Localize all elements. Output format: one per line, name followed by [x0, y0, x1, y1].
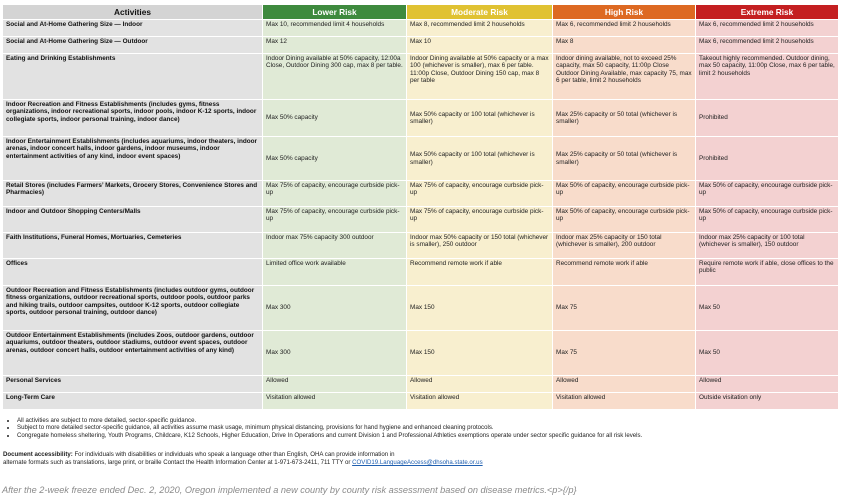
high-risk-cell: Visitation allowed [553, 393, 696, 410]
high-risk-cell: Max 75 [553, 286, 696, 331]
risk-levels-table [2, 4, 839, 410]
activity-cell: Indoor Recreation and Fitness Establishments (includes gyms, fitness organizations, indoor recreational sports, indoor pools, indoor K-12 sports, indoor collegiate sports, indoor personal training, indoor dance) [3, 100, 263, 137]
accessibility-email-link[interactable]: COVID19.LanguageAccess@dhsoha.state.or.us [352, 459, 483, 466]
moderate-risk-cell: Allowed [407, 376, 553, 393]
header-moderate-risk: Moderate Risk [407, 5, 553, 20]
extreme-risk-cell: Outside visitation only [696, 393, 839, 410]
lower-risk-cell: Max 300 [263, 331, 407, 376]
extreme-risk-cell: Max 50% of capacity, encourage curbside pick-up [696, 207, 839, 233]
moderate-risk-cell: Max 75% of capacity, encourage curbside pick-up [407, 181, 553, 207]
extreme-risk-cell: Prohibited [696, 137, 839, 181]
table-row [3, 259, 839, 286]
activity-cell: Indoor and Outdoor Shopping Centers/Malls [3, 207, 263, 233]
header-extreme-risk: Extreme Risk [696, 5, 839, 20]
header-lower-risk: Lower Risk [263, 5, 407, 20]
activity-cell: Retail Stores (includes Farmers’ Markets, Grocery Stores, Convenience Stores and Pharmacies) [3, 181, 263, 207]
high-risk-cell: Max 50% of capacity, encourage curbside pick-up [553, 181, 696, 207]
extreme-risk-cell: Indoor max 25% capacity or 100 total (whichever is smaller), 150 outdoor [696, 233, 839, 259]
image-caption: After the 2-week freeze ended Dec. 2, 2020, Oregon implemented a new county by county risk assessment based on disease metrics.<p>{/p} [2, 485, 577, 495]
table-row [3, 20, 839, 37]
high-risk-cell: Max 25% capacity or 50 total (whichever is smaller) [553, 100, 696, 137]
extreme-risk-cell: Max 6, recommended limit 2 households [696, 37, 839, 54]
moderate-risk-cell: Max 50% capacity or 100 total (whichever is smaller) [407, 137, 553, 181]
moderate-risk-cell: Max 150 [407, 331, 553, 376]
lower-risk-cell: Max 75% of capacity, encourage curbside pick-up [263, 181, 407, 207]
activity-cell: Indoor Entertainment Establishments (includes aquariums, indoor theaters, indoor arenas, indoor concert halls, indoor gardens, indoor museums, indoor entertainment activities of any kind, indoor event spaces) [3, 137, 263, 181]
extreme-risk-cell: Prohibited [696, 100, 839, 137]
high-risk-cell: Max 6, recommended limit 2 households [553, 20, 696, 37]
table-row [3, 137, 839, 181]
moderate-risk-cell: Max 10 [407, 37, 553, 54]
high-risk-cell: Allowed [553, 376, 696, 393]
activity-cell: Faith Institutions, Funeral Homes, Mortuaries, Cemeteries [3, 233, 263, 259]
high-risk-cell: Recommend remote work if able [553, 259, 696, 286]
lower-risk-cell: Limited office work available [263, 259, 407, 286]
extreme-risk-cell: Max 50 [696, 286, 839, 331]
table-row [3, 331, 839, 376]
high-risk-cell: Max 50% of capacity, encourage curbside pick-up [553, 207, 696, 233]
activity-cell: Outdoor Recreation and Fitness Establishments (includes outdoor gyms, outdoor fitness organizations, outdoor recreational sports, outdoor pools, outdoor parks and hiking trails, outdoor campsites, outdoor K-12 sports, outdoor collegiate sports, outdoor personal training, outdoor dance) [3, 286, 263, 331]
header-high-risk: High Risk [553, 5, 696, 20]
moderate-risk-cell: Visitation allowed [407, 393, 553, 410]
extreme-risk-cell: Max 6, recommended limit 2 households [696, 20, 839, 37]
moderate-risk-cell: Max 75% of capacity, encourage curbside pick-up [407, 207, 553, 233]
lower-risk-cell: Allowed [263, 376, 407, 393]
moderate-risk-cell: Max 8, recommended limit 2 households [407, 20, 553, 37]
moderate-risk-cell: Indoor Dining available at 50% capacity or a max 100 (whichever is smaller), max 6 per table. 11:00p Close, Outdoor Dining 150 cap, max 8 per table [407, 54, 553, 100]
table-row [3, 286, 839, 331]
activity-cell: Personal Services [3, 376, 263, 393]
lower-risk-cell: Max 75% of capacity, encourage curbside pick-up [263, 207, 407, 233]
table-row [3, 54, 839, 100]
moderate-risk-cell: Max 150 [407, 286, 553, 331]
activity-cell: Eating and Drinking Establishments [3, 54, 263, 100]
footnote-item: • All activities are subject to more detailed, sector-specific guidance. [17, 417, 833, 424]
risk-table-container [2, 4, 838, 410]
extreme-risk-cell: Require remote work if able, close offices to the public [696, 259, 839, 286]
lower-risk-cell: Max 10, recommended limit 4 households [263, 20, 407, 37]
extreme-risk-cell: Max 50% of capacity, encourage curbside pick-up [696, 181, 839, 207]
footnotes [3, 417, 833, 439]
activity-cell: Long-Term Care [3, 393, 263, 410]
lower-risk-cell: Indoor max 75% capacity 300 outdoor [263, 233, 407, 259]
high-risk-cell: Indoor dining available, not to exceed 25% capacity, max 50 capacity, 11:00p Close Outdoor Dining Available, max capacity 75, max 6 per table, limit 2 households [553, 54, 696, 100]
table-row [3, 393, 839, 410]
high-risk-cell: Indoor max 25% capacity or 150 total (whichever is smaller), 200 outdoor [553, 233, 696, 259]
lower-risk-cell: Indoor Dining available at 50% capacity, 12:00a Close, Outdoor Dining 300 cap, max 8 per table. [263, 54, 407, 100]
moderate-risk-cell: Indoor max 50% capacity or 150 total (whichever is smaller), 250 outdoor [407, 233, 553, 259]
table-row [3, 37, 839, 54]
footnote-item: • Congregate homeless sheltering, Youth Programs, Childcare, K12 Schools, Higher Education, Drive In Operations and current Division 1 and Professional Athletics exemptions operate under sector specific guidance for all risk levels. [17, 432, 833, 439]
moderate-risk-cell: Max 50% capacity or 100 total (whichever is smaller) [407, 100, 553, 137]
activity-cell: Offices [3, 259, 263, 286]
high-risk-cell: Max 75 [553, 331, 696, 376]
accessibility-heading: Document accessibility: [3, 451, 73, 458]
lower-risk-cell: Max 12 [263, 37, 407, 54]
header-activities: Activities [3, 5, 263, 20]
table-row [3, 181, 839, 207]
extreme-risk-cell: Allowed [696, 376, 839, 393]
table-row [3, 233, 839, 259]
accessibility-note [3, 451, 833, 467]
activity-cell: Social and At-Home Gathering Size — Outdoor [3, 37, 263, 54]
table-row [3, 100, 839, 137]
moderate-risk-cell: Recommend remote work if able [407, 259, 553, 286]
extreme-risk-cell: Max 50 [696, 331, 839, 376]
accessibility-text-line1: For individuals with disabilities or individuals who speak a language other than English, OHA can provide information in [72, 451, 395, 458]
activity-cell: Social and At-Home Gathering Size — Indoor [3, 20, 263, 37]
footnote-item: • Subject to more detailed sector-specific guidance, all activities assume mask usage, minimum physical distancing, provisions for hand hygiene and enhanced cleaning protocols. [17, 424, 833, 431]
lower-risk-cell: Max 300 [263, 286, 407, 331]
table-row [3, 376, 839, 393]
accessibility-text-line2: alternate formats such as translations, large print, or braille Contact the Health Information Center at 1-971-673-2411, 711 TTY or [3, 459, 353, 466]
activity-cell: Outdoor Entertainment Establishments (includes Zoos, outdoor gardens, outdoor aquariums, outdoor theaters, outdoor stadiums, outdoor event spaces, outdoor arenas, outdoor concert halls, outdoor entertainment activities of any kind) [3, 331, 263, 376]
high-risk-cell: Max 8 [553, 37, 696, 54]
lower-risk-cell: Max 50% capacity [263, 100, 407, 137]
extreme-risk-cell: Takeout highly recommended. Outdoor dining, max 50 capacity, 11:00p Close, max 6 per table, limit 2 households [696, 54, 839, 100]
lower-risk-cell: Visitation allowed [263, 393, 407, 410]
table-header-row [3, 5, 839, 20]
lower-risk-cell: Max 50% capacity [263, 137, 407, 181]
table-row [3, 207, 839, 233]
high-risk-cell: Max 25% capacity or 50 total (whichever is smaller) [553, 137, 696, 181]
